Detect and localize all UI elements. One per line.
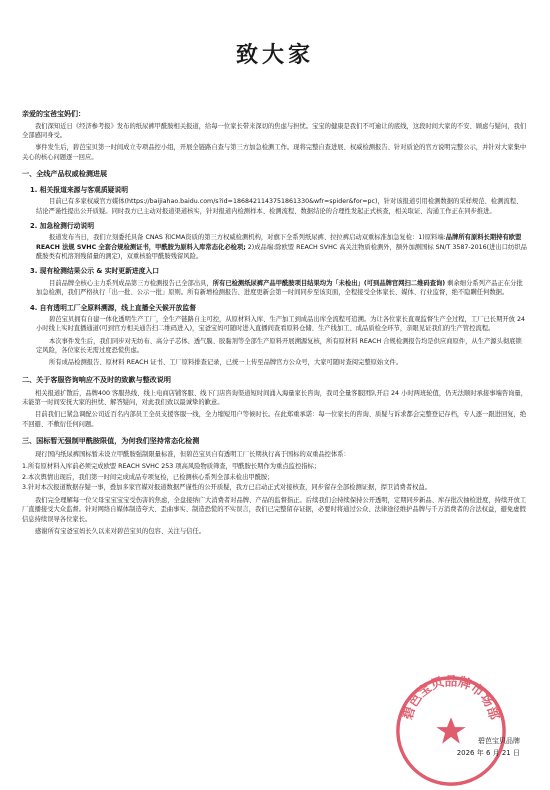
section-1-2-text bbox=[22, 233, 528, 261]
section-3-paragraph-2: 我们完全理解每一位父母宝宝宝宝受伤害的焦虑，全盘接纳广大消费者对品牌、产品的监督指正。后续我们会持续保持公开透明，定期同步新品、库存批次抽检进度，持续开放工厂直播接受大众监督。针对网络自媒体制造夸大、歪曲事实、制造恐慌的不实误言，我们已完整留存证据，必要时将通过公众、法律途径维护品牌与千万消费者的合法权益，避免虚假信息持续误导各位家长。 bbox=[22, 496, 527, 523]
section-3-list-item: 1.所有原材料入库前必须完成欧盟 REACH SVHC 253 项高风险物质筛查，甲酰胺长期作为重点监控指标； bbox=[22, 463, 321, 471]
section-2-paragraph-1: 相关报道扩散后，品牌400 客服热线、线上电商店铺客服、线下门店咨询渠道短时间涌入海量家长咨询，我司全量客服团队开启 24 小时两班轮值，仍无法顺时承接事端咨询量，未能第一时间安抚大家的担忧、解答疑问，对此我们致以最诚挚的歉意。 bbox=[22, 389, 528, 406]
seal-text: 碧芭宝贝品牌市场部 bbox=[400, 674, 502, 722]
section-1-2-heading: 2. 加急检测行动说明 bbox=[30, 221, 95, 230]
letter-body bbox=[22, 109, 528, 536]
section-1-1-text: 目前已有多家权威官方媒体(https://baijiahao.baidu.com/s?id=1868421143751861330&wfr=spider&for=pc)，针对该报道引用检测数据的采样规范、检测流程、结论严谨性提出公开质疑。同时我方已主动对报道渠道核实，针对报道内检测样本、检测流程、数据结论的合理性发起正式核查，相关取证、沟通工作正在同步推进。 bbox=[36, 198, 523, 215]
signature-company: 碧芭宝贝品牌 bbox=[478, 737, 520, 745]
signature-block bbox=[457, 736, 520, 760]
section-2-heading: 二、关于客服咨询响应不及时的致歉与整改说明 bbox=[22, 374, 171, 384]
section-1-3-pre: 目前品牌全核心主力系列成品第三方检测报告已全部出具， bbox=[49, 279, 213, 287]
company-seal bbox=[392, 672, 510, 790]
section-3-paragraph-1: 现行国内纸尿裤国标暂未设立甲酰胺强制限量标准，但碧芭宝贝自有透明工厂长期执行高于国标的双重品控体系： bbox=[35, 450, 350, 458]
section-1-3-text bbox=[22, 279, 528, 298]
page-title: 致大家 bbox=[235, 43, 314, 68]
section-3-list-item: 3.针对本次报道数据存疑一事，叠加多家官媒对报道数据严谨性的公开质疑，我方已启动正式对接核查，同步留存全部检测证据，捍卫消费者权益。 bbox=[22, 484, 432, 492]
section-1-2-bold: 品牌所有原料长期持有欧盟REACH 法规 SVHC 全套合规检测证书，甲酰胺为原料入库常态化必检项; bbox=[36, 234, 522, 251]
section-1-2-post: 2)成品端:除欧盟 REACH SVHC 高关注物质检测外，额外加测国标 SN/T 3587-2016(进出口纺织品酰胺类有机溶剂残留量的测定)，双重核验甲酰胺残留风险。 bbox=[36, 243, 527, 261]
section-1-heading: 一、全线产品权威检测进展 bbox=[22, 169, 108, 179]
section-1-4-paragraph-2: 本次事件发生后，我们同步对无纺布、高分子芯体、透气膜、胶黏剂等全部生产原料开展溯源复核，所有原材料 REACH 合规检测报告均是供应商原件，从生产源头彻底锁定风险，各位家长无需过度恐慌焦虑。 bbox=[36, 337, 522, 355]
section-3-list-item: 2.本次舆情出现后，我们第一时间完成成品专项复检，已检测核心系列全部未检出甲酰胺； bbox=[22, 473, 274, 481]
intro-paragraph-1: 我们深知近日《经济参考报》发布的纸尿裤甲酰胺相关报道，给每一位家长带来深切的焦虑与担忧。宝宝的健康是我们不可逾让的底线，这段时间大家的不安、顾虑与疑问，我们全部感同身受。 bbox=[22, 122, 527, 139]
section-1-3-bold: 所有已检测纸尿裤产品甲酰胺项目结果均为「未检出」(可到品牌官网扫二维码查询) bbox=[212, 279, 446, 287]
section-1-4-paragraph-3: 所有成品检测报告、原材料 REACH 证书、工厂原料排查记录，已统一上传至品牌官方公众号，大家可随时查阅完整原始文件。 bbox=[49, 359, 403, 367]
intro-paragraph-2: 事件发生后，碧芭宝贝第一时间成立专项品控小组，开展全链路自查与第三方加急检测工作。现将完整自查进展、权威检测报告、针对质论的官方说明完整公示，并针对大家集中关心的核心问题逐一回应。 bbox=[22, 144, 527, 161]
section-2-paragraph-2: 目前我们已紧急调配公司近百名内部员工全员支援客服一线，全力缩短用户等候时长。在此郑重承诺：每一位家长的咨询、质疑与诉求都会完整登记存档，专人逐一跟进回复，绝不回避、不敷衍任何问题。 bbox=[22, 411, 527, 428]
section-1-4-paragraph-1: 碧芭宝贝拥有自建一体化透明生产工厂，全生产链路自主可控，从原材料入库、生产加工到成品出库全流程可追溯。为让各位家长直观监督生产全过程，工厂已长期开放 24 小时线上实时直播通道(可到官方相关通告扫二维码进入)，宝爸宝妈可随时进入直播间查看原料仓储、生产线加工、成品质检全环节，亲眼见证我们的生产管控流程。 bbox=[36, 315, 525, 333]
thanks-line: 感谢所有宝爸宝妈长久以来对碧芭宝贝的包容、关注与信任。 bbox=[35, 527, 206, 535]
section-1-1-heading: 1. 相关报道来源与客观质疑说明 bbox=[30, 185, 129, 194]
section-1-3-post: 剩余细分系列产品正在分批加急检测，我们严格执行「出一批、公示一批」原则。所有新增检测报告、进度更新会第一时间同步至该页面，全程接受全体家长、媒体、行业监督，绝不隐瞒任何数据。 bbox=[36, 279, 523, 297]
section-1-2-pre: 报道发布当日，我们立刻委托具备 CNAS 和CMA资质的第三方权威检测机构，对旗下全系列纸尿裤、拉拉裤启动双重标准加急复检：1)原料端: bbox=[49, 234, 446, 242]
greeting: 亲爱的宝爸宝妈们： bbox=[22, 110, 85, 118]
section-1-3-heading: 3. 现有检测结果公示 & 实时更新进度入口 bbox=[30, 267, 160, 276]
section-1-4-heading: 4. 自有透明工厂全原料溯源，线上直播全天候开放监督 bbox=[30, 303, 197, 312]
section-3-heading: 三、国标暂无强制甲酰胺限值，为何我们坚持常态化检测 bbox=[22, 436, 200, 446]
signature-date: 2026 年 6 月 21 日 bbox=[456, 748, 520, 757]
